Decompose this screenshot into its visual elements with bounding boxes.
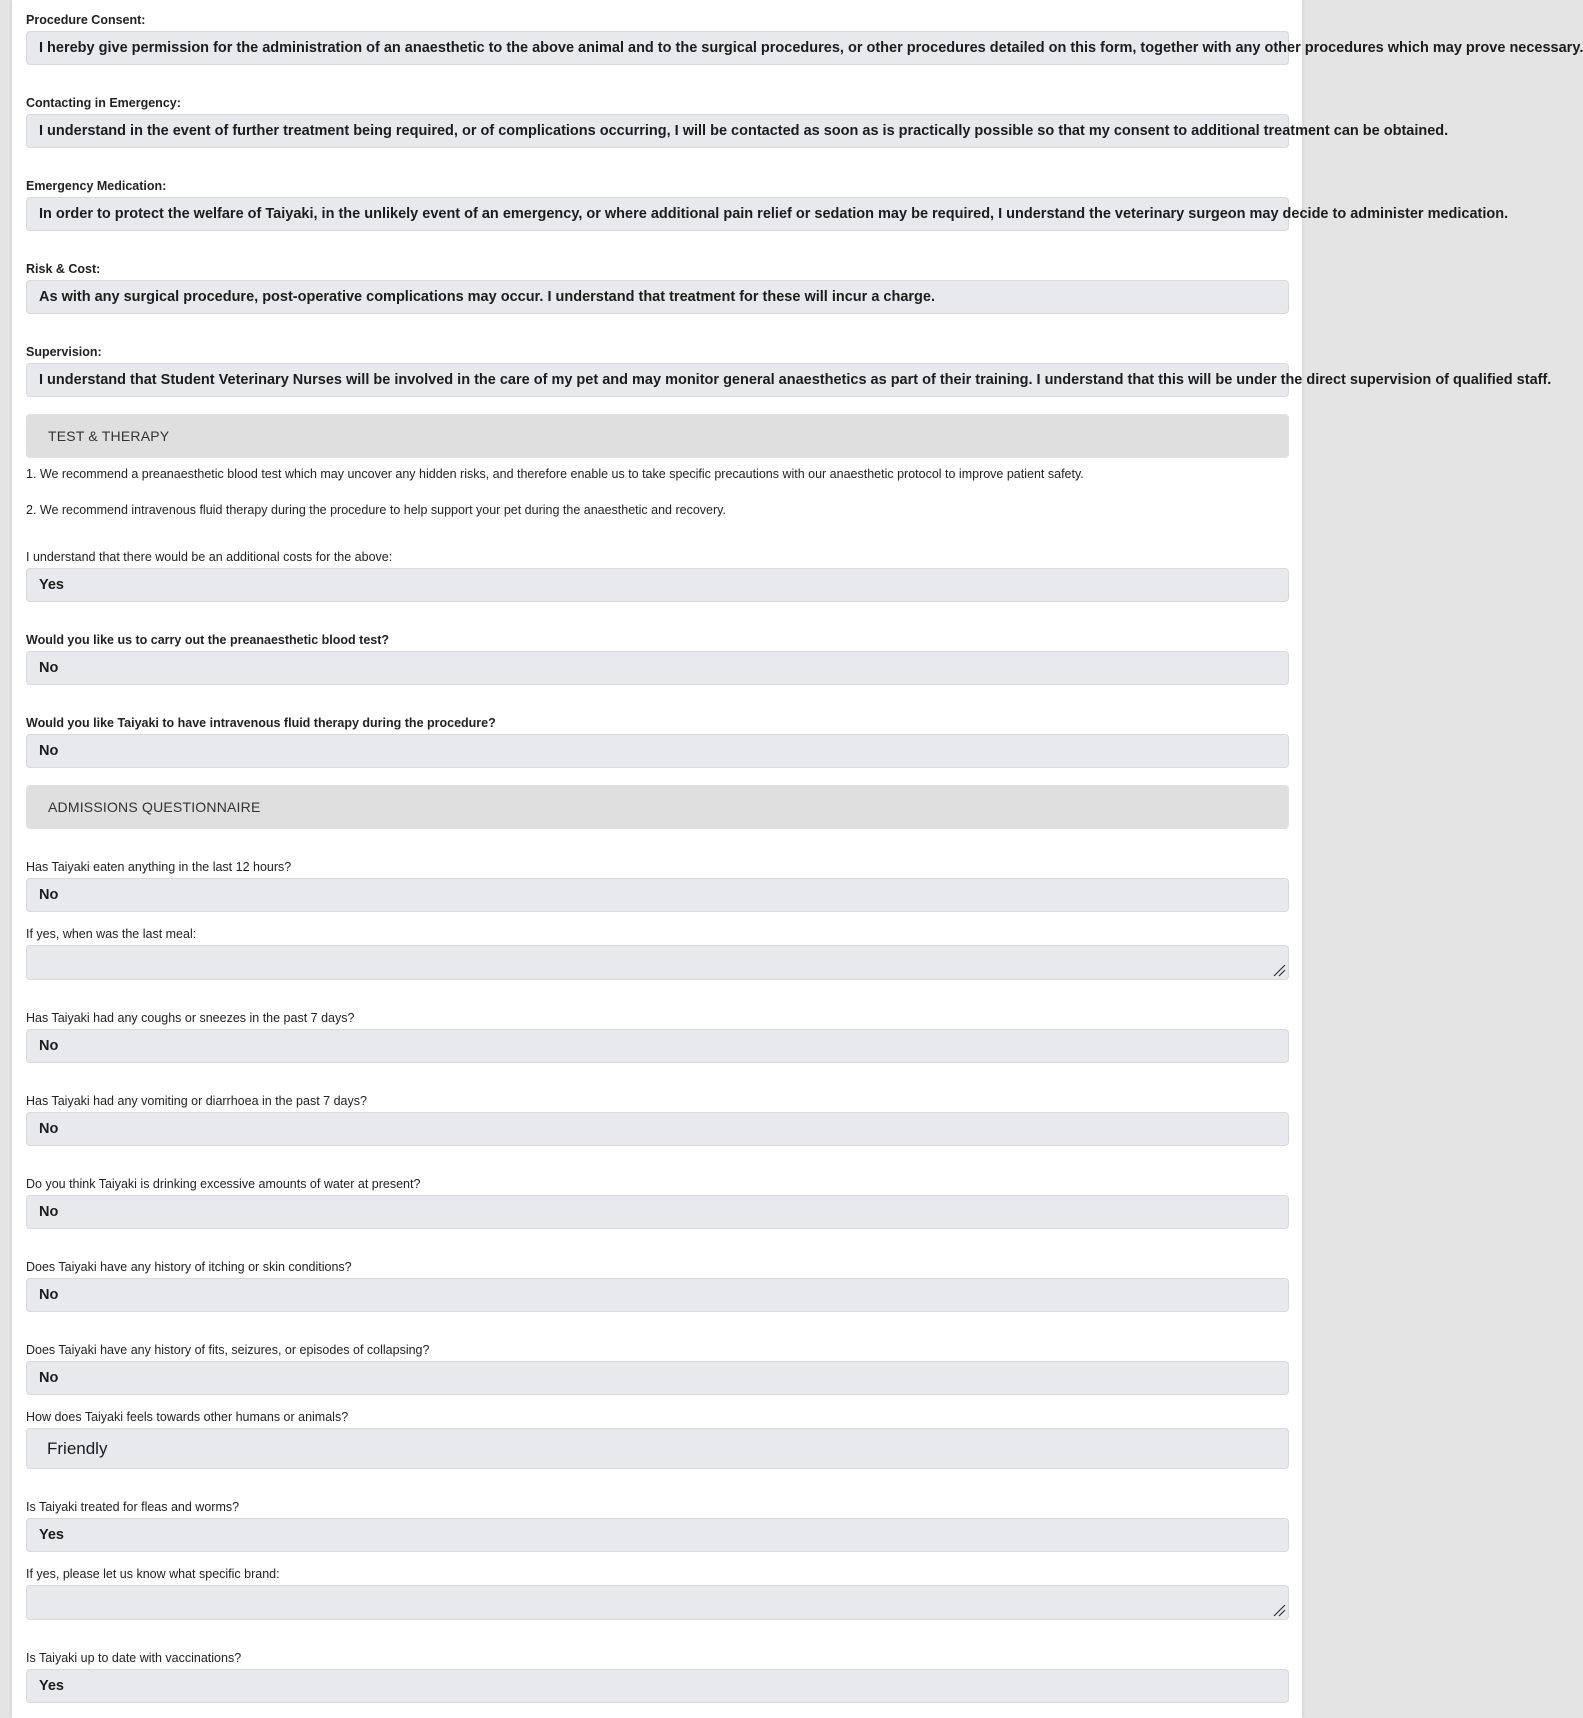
drinking-field[interactable]: No (26, 1195, 1289, 1229)
coughs-label: Has Taiyaki had any coughs or sneezes in the past 7 days? (26, 1011, 355, 1025)
vomiting-label: Has Taiyaki had any vomiting or diarrhoea in the past 7 days? (26, 1094, 367, 1108)
additional-costs-field[interactable]: Yes (26, 568, 1289, 602)
procedure-consent-label: Procedure Consent: (26, 13, 146, 27)
brand-label: If yes, please let us know what specific brand: (26, 1567, 280, 1581)
admissions-heading: ADMISSIONS QUESTIONNAIRE (26, 785, 1289, 829)
eaten-field[interactable]: No (26, 878, 1289, 912)
risk-cost-label: Risk & Cost: (26, 262, 101, 276)
supervision-label: Supervision: (26, 345, 102, 359)
emergency-medication-label: Emergency Medication: (26, 179, 167, 193)
supervision-field[interactable]: I understand that Student Veterinary Nurses will be involved in the care of my pet and may monitor general anaesthetics as part of their training. I understand that this will be under the direct supervision of qualified staff. (26, 363, 1289, 397)
fleas-worms-field[interactable]: Yes (26, 1518, 1289, 1552)
fluid-therapy-recommendation: 2. We recommend intravenous fluid therapy during the procedure to help support your pet during the anaesthetic and recovery. (26, 503, 726, 517)
resize-grip-icon[interactable] (1272, 1603, 1286, 1617)
fits-field[interactable]: No (26, 1361, 1289, 1395)
itching-field[interactable]: No (26, 1278, 1289, 1312)
fluid-therapy-label: Would you like Taiyaki to have intravenous fluid therapy during the procedure? (26, 716, 496, 730)
temperament-label: How does Taiyaki feels towards other humans or animals? (26, 1410, 349, 1424)
consent-form (12, 0, 1583, 1718)
itching-label: Does Taiyaki have any history of itching or skin conditions? (26, 1260, 352, 1274)
eaten-label: Has Taiyaki eaten anything in the last 12 hours? (26, 860, 292, 874)
resize-grip-icon[interactable] (1272, 963, 1286, 977)
risk-cost-field[interactable]: As with any surgical procedure, post-operative complications may occur. I understand that treatment for these will incur a charge. (26, 280, 1289, 314)
temperament-select[interactable]: Friendly (26, 1428, 1289, 1469)
vaccinations-field[interactable]: Yes (26, 1669, 1289, 1703)
blood-test-label: Would you like us to carry out the preanaesthetic blood test? (26, 633, 390, 647)
emergency-contact-label: Contacting in Emergency: (26, 96, 181, 110)
drinking-label: Do you think Taiyaki is drinking excessive amounts of water at present? (26, 1177, 421, 1191)
blood-test-field[interactable]: No (26, 651, 1289, 685)
additional-costs-label: I understand that there would be an additional costs for the above: (26, 550, 393, 564)
coughs-field[interactable]: No (26, 1029, 1289, 1063)
last-meal-textarea[interactable] (26, 945, 1289, 980)
fleas-worms-label: Is Taiyaki treated for fleas and worms? (26, 1500, 240, 1514)
procedure-consent-field[interactable]: I hereby give permission for the administration of an anaesthetic to the above animal and to the surgical procedures, or other procedures detailed on this form, together with any other procedures which may prove necessary. (26, 31, 1289, 65)
brand-textarea[interactable] (26, 1585, 1289, 1620)
vomiting-field[interactable]: No (26, 1112, 1289, 1146)
emergency-contact-field[interactable]: I understand in the event of further treatment being required, or of complications occurring, I will be contacted as soon as is practically possible so that my consent to additional treatment can be obtained. (26, 114, 1289, 148)
fluid-therapy-field[interactable]: No (26, 734, 1289, 768)
last-meal-label: If yes, when was the last meal: (26, 927, 197, 941)
blood-test-recommendation: 1. We recommend a preanaesthetic blood test which may uncover any hidden risks, and therefore enable us to take specific precautions with our anaesthetic protocol to improve patient safety. (26, 467, 1084, 481)
emergency-medication-field[interactable]: In order to protect the welfare of Taiyaki, in the unlikely event of an emergency, or where additional pain relief or sedation may be required, I understand the veterinary surgeon may decide to administer medication. (26, 197, 1289, 231)
vaccinations-label: Is Taiyaki up to date with vaccinations? (26, 1651, 242, 1665)
fits-label: Does Taiyaki have any history of fits, seizures, or episodes of collapsing? (26, 1343, 430, 1357)
test-therapy-heading: TEST & THERAPY (26, 414, 1289, 458)
